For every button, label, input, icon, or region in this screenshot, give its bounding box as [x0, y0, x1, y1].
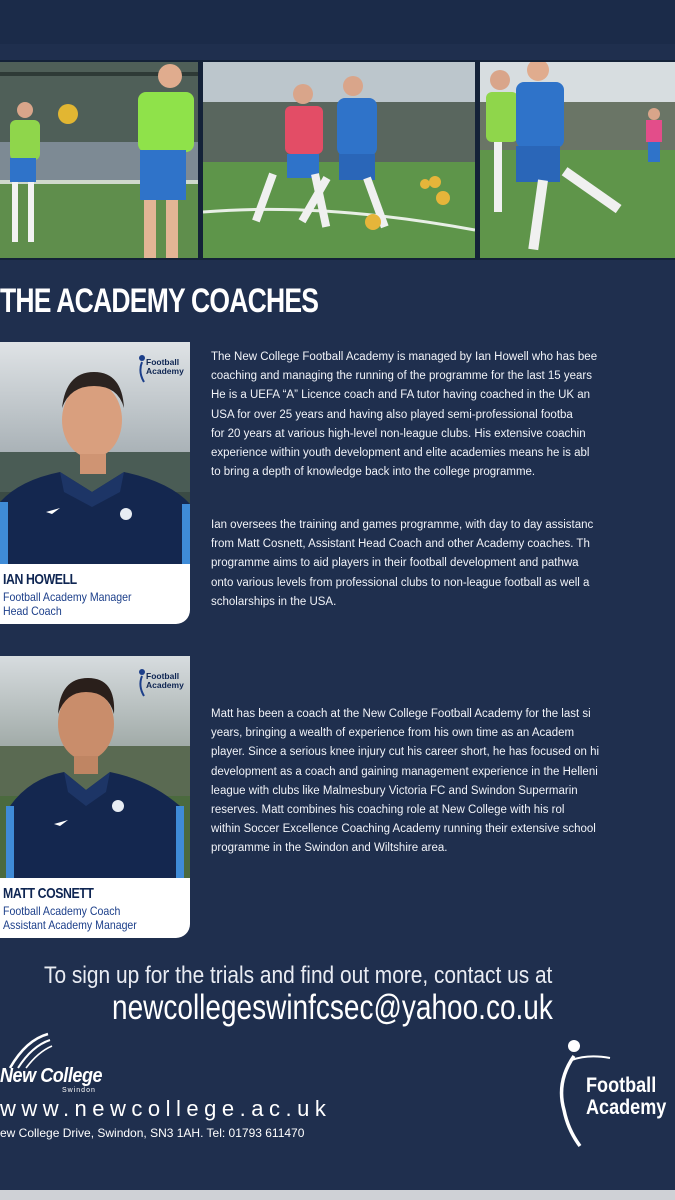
academy-logo-line1: Football	[586, 1074, 657, 1097]
college-name: New College	[0, 1065, 103, 1087]
college-address: ew College Drive, Swindon, SN3 1AH. Tel: 01793 611470	[0, 1126, 305, 1140]
bio-line: programme in the Swindon and Wiltshire area.	[211, 842, 448, 855]
training-photo-2	[203, 62, 475, 258]
coach-role-line2: Head Coach	[3, 604, 62, 618]
top-band	[0, 0, 675, 44]
coach-name: MATT COSNETT	[3, 885, 94, 902]
bio-line: programme aims to aid players in their football development and pathwa	[211, 557, 579, 570]
bio-line: league with clubs like Malmesbury Victoria FC and Swindon Supermarin	[211, 784, 578, 797]
bio-line: within Soccer Excellence Coaching Academy running their extensive school	[211, 823, 596, 836]
bio-line: coaching and managing the running of the programme for the last 15 years	[211, 370, 593, 383]
section-heading: THE ACADEMY COACHES	[0, 282, 319, 320]
bio-line: player. Since a serious knee injury cut his career short, he has focused on hi	[211, 746, 600, 759]
signup-call-to-action: To sign up for the trials and find out more, contact us at	[44, 962, 553, 989]
coach-name: IAN HOWELL	[3, 571, 77, 588]
bio-line: Ian oversees the training and games programme, with day to day assistanc	[211, 519, 594, 531]
bio-line: He is a UEFA “A” Licence coach and FA tutor having coached in the UK an	[211, 389, 591, 402]
football-academy-logo	[136, 668, 184, 700]
bio-line: scholarships in the USA.	[211, 595, 337, 608]
coach-card-matt-cosnett	[0, 656, 190, 938]
bio-line: years, bringing a wealth of experience from his own time as an Academ	[211, 727, 575, 740]
college-subtitle: Swindon	[62, 1087, 96, 1094]
bio-line: from Matt Cosnett, Assistant Head Coach and other Academy coaches. Th	[211, 538, 590, 551]
academy-logo-line2: Academy	[586, 1096, 667, 1119]
card-logo-line1: Football	[146, 671, 180, 681]
contact-email-link[interactable]: newcollegeswinfcsec@yahoo.co.uk	[112, 988, 553, 1027]
card-logo-line1: Football	[146, 357, 180, 367]
training-photo-1	[0, 62, 198, 258]
coach-role-line1: Football Academy Coach	[3, 904, 121, 918]
bio-line: USA for over 25 years and having also played semi-professional footba	[211, 408, 573, 421]
coach-role-line2: Assistant Academy Manager	[3, 918, 137, 932]
coach-card-ian-howell	[0, 342, 190, 624]
bio-line: for 20 years at various high-level non-league clubs. His extensive coachin	[211, 427, 586, 440]
matt-bio-paragraph	[211, 705, 675, 859]
coach-role-line1: Football Academy Manager	[3, 590, 132, 604]
card-logo-line2: Academy	[146, 680, 184, 690]
college-website-link[interactable]: www.newcollege.ac.uk	[0, 1096, 332, 1121]
photo-strip	[0, 60, 675, 260]
bio-line: development as a coach and gaining management experience in the Helleni	[211, 765, 598, 778]
bio-line: experience within youth development and elite academies means he is abl	[211, 447, 590, 460]
ian-bio-paragraph-2	[211, 516, 675, 612]
bio-line: The New College Football Academy is managed by Ian Howell who has bee	[211, 351, 598, 363]
football-academy-logo	[136, 354, 184, 386]
bottom-band	[0, 1190, 675, 1200]
card-logo-line2: Academy	[146, 366, 184, 376]
bio-line: to bring a depth of knowledge back into the college programme.	[211, 466, 536, 479]
ian-bio-paragraph-1	[211, 348, 675, 482]
bio-line: Matt has been a coach at the New College Football Academy for the last si	[211, 708, 591, 720]
bio-line: reserves. Matt combines his coaching role at New College with his rol	[211, 804, 565, 817]
training-photo-3	[480, 62, 675, 258]
bio-line: onto various levels from professional clubs to non-league football as well a	[211, 576, 590, 589]
